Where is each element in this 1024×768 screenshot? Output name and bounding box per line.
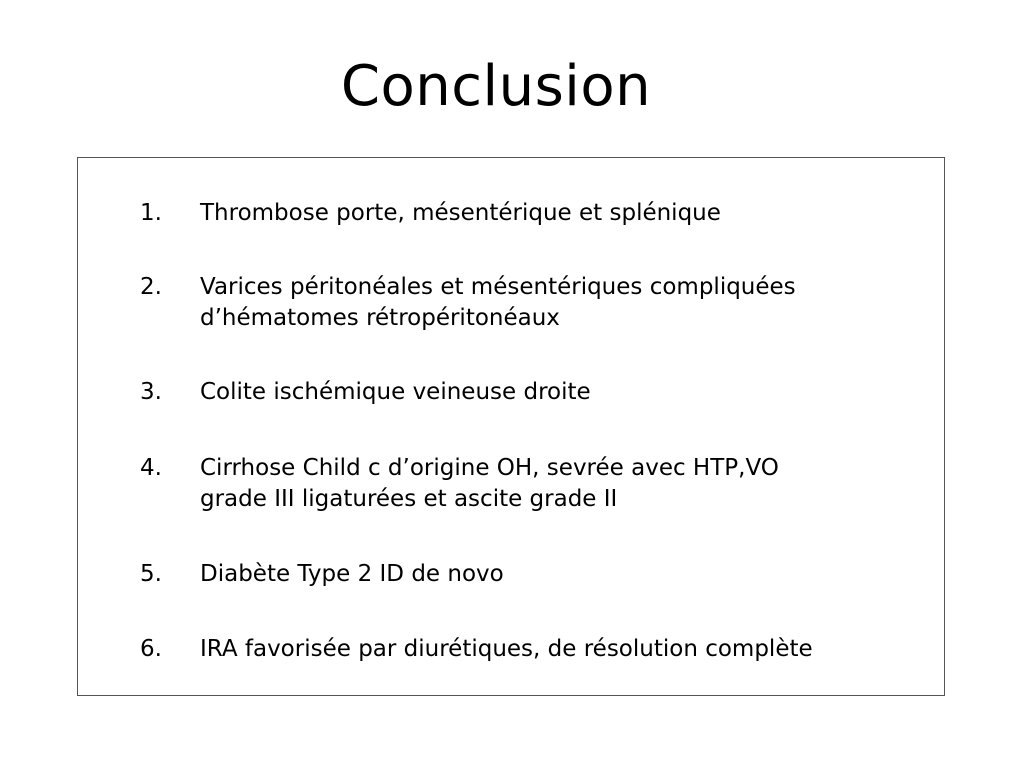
slide-title: Conclusion xyxy=(340,54,652,119)
list-item-3 xyxy=(140,377,940,408)
list-item-line: IRA favorisée par diurétiques, de résolution complète xyxy=(200,636,813,662)
list-item-5 xyxy=(140,559,940,590)
list-item-text xyxy=(200,453,940,515)
list-item-line: Colite ischémique veineuse droite xyxy=(200,379,591,405)
conclusion-list-box xyxy=(77,157,945,696)
list-item-6 xyxy=(140,634,940,665)
list-item-number: 4. xyxy=(140,455,162,481)
list-item-line: Cirrhose Child c d’origine OH, sevrée avec HTP,VO xyxy=(200,455,779,481)
list-item-4 xyxy=(140,453,940,515)
list-item-1 xyxy=(140,198,940,229)
list-item-line: Thrombose porte, mésentérique et splénique xyxy=(200,200,721,226)
list-item-number: 6. xyxy=(140,636,162,662)
list-item-line: Diabète Type 2 ID de novo xyxy=(200,561,504,587)
list-item-text xyxy=(200,377,940,408)
list-item-number: 3. xyxy=(140,379,162,405)
list-item-line: d’hématomes rétropéritonéaux xyxy=(200,305,560,331)
list-item-2 xyxy=(140,272,940,334)
list-item-text xyxy=(200,559,940,590)
list-item-text xyxy=(200,634,940,665)
list-item-line: grade III ligaturées et ascite grade II xyxy=(200,486,618,512)
list-item-text xyxy=(200,272,940,334)
list-item-number: 5. xyxy=(140,561,162,587)
list-item-text xyxy=(200,198,940,229)
list-item-number: 1. xyxy=(140,200,162,226)
list-item-number: 2. xyxy=(140,274,162,300)
list-item-line: Varices péritonéales et mésentériques compliquées xyxy=(200,274,796,300)
